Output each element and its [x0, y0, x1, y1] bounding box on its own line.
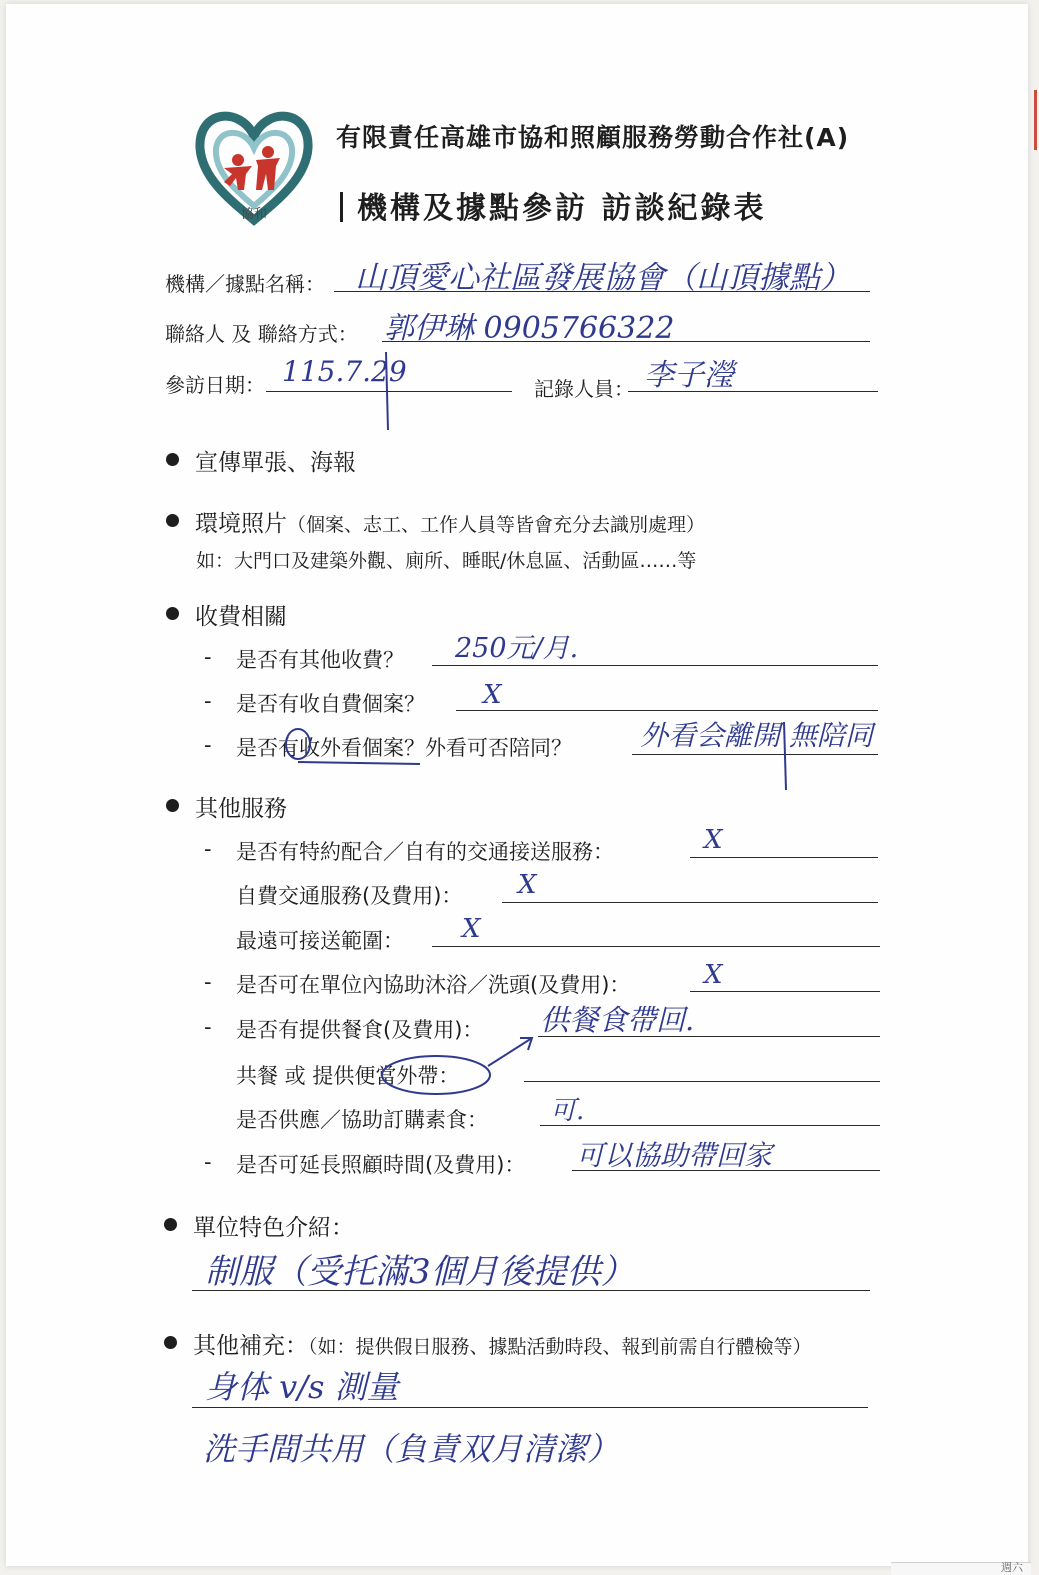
section-supplement-title: 其他補充： [193, 1333, 308, 1359]
svc-line-3a [524, 1081, 880, 1082]
logo-text: 協和 [240, 207, 268, 222]
svc-q1: 是否有特約配合／自有的交通接送服務： [236, 840, 614, 864]
svc-q1a: 自費交通服務(及費用)： [236, 884, 463, 908]
section-photos-note: （個案、志工、工作人員等皆會充分去識別處理） [287, 514, 706, 536]
bullet-supplement [164, 1336, 177, 1349]
svc-line-1 [690, 857, 878, 858]
bullet-services [166, 799, 179, 812]
fee-line-2 [456, 710, 878, 711]
section-photos-title: 環境照片 [195, 511, 287, 537]
svc-a3b[interactable]: 可. [550, 1096, 585, 1126]
form-title [340, 183, 766, 227]
corner-text: 週六 [1001, 1561, 1023, 1574]
features-value[interactable]: 制服（受托滿3個月後提供） [205, 1252, 635, 1292]
fee-a2[interactable]: X [483, 680, 502, 710]
bullet-flyer [166, 453, 179, 466]
dash: - [204, 1015, 212, 1039]
contact-value[interactable]: 郭伊琳 0905766322 [384, 311, 675, 346]
date-line [266, 391, 512, 392]
org-name: 有限責任高雄市協和照顧服務勞動合作社(A) [336, 123, 850, 152]
fee-q2: 是否有收自費個案？ [236, 692, 425, 716]
section-other-services: 其他服務 [195, 796, 287, 822]
svc-line-1a [502, 902, 878, 903]
section-features: 單位特色介紹： [193, 1215, 354, 1241]
svc-a2[interactable]: X [704, 960, 723, 990]
date-value[interactable]: 115.7.29 [282, 355, 407, 388]
svc-q4: 是否可延長照顧時間(及費用)： [236, 1153, 526, 1177]
fee-q3: 是否有收外看個案？外看可否陪同？ [236, 736, 572, 760]
section-flyer: 宣傳單張、海報 [195, 450, 356, 476]
bullet-fees [166, 607, 179, 620]
dash: - [204, 689, 212, 713]
date-label: 參訪日期： [165, 373, 265, 397]
section-photos [195, 505, 705, 538]
section-supplement-note: （如：提供假日服務、據點活動時段、報到前需自行體檢等） [308, 1336, 812, 1358]
dash: - [204, 1150, 212, 1174]
svc-a1[interactable]: X [704, 825, 723, 855]
dash: - [204, 645, 212, 669]
name-label: 機構／據點名稱： [165, 272, 325, 296]
title-bar [340, 192, 343, 222]
svc-q1b: 最遠可接送範圍： [236, 929, 404, 953]
svc-a3[interactable]: 供餐食帶回. [540, 1003, 695, 1037]
svc-a4[interactable]: 可以協助帶回家 [576, 1139, 773, 1172]
edge-mark [1034, 90, 1037, 150]
svc-q3b: 是否供應／協助訂購素食： [236, 1108, 488, 1132]
dash: - [204, 970, 212, 994]
section-supplement [193, 1327, 812, 1360]
dash: - [204, 733, 212, 757]
dash: - [204, 837, 212, 861]
corner-paper-scrap [891, 1562, 1031, 1575]
svc-line-2 [690, 991, 880, 992]
svc-line-1b [432, 946, 880, 947]
logo [194, 104, 314, 226]
form-title-text: 機構及據點參訪 訪談紀錄表 [357, 191, 767, 226]
svc-q3: 是否有提供餐食(及費用)： [236, 1018, 484, 1042]
supplement-value-1[interactable]: 身体 v/s 測量 [205, 1368, 399, 1406]
svc-line-3b [540, 1125, 880, 1126]
section-fees: 收費相關 [195, 604, 287, 630]
contact-label: 聯絡人 及 聯絡方式： [165, 322, 358, 346]
recorder-value[interactable]: 李子瀅 [644, 358, 734, 393]
fee-line-1 [432, 665, 878, 666]
fee-a1[interactable]: 250元/月. [455, 633, 579, 664]
svc-a1a[interactable]: X [518, 870, 537, 900]
svc-a1b[interactable]: X [462, 914, 481, 944]
svc-q3a: 共餐 或 提供便當外帶： [236, 1064, 460, 1088]
svc-q2: 是否可在單位內協助沐浴／洗頭(及費用)： [236, 973, 631, 997]
fee-line-3 [632, 754, 878, 755]
fee-a3[interactable]: 外看会離開 無陪同 [640, 719, 873, 752]
bullet-features [164, 1218, 177, 1231]
fee-q1: 是否有其他收費？ [236, 648, 404, 672]
supplement-value-2[interactable]: 洗手間共用（負責双月清潔） [203, 1430, 620, 1468]
photos-example: 如：大門口及建築外觀、廁所、睡眠/休息區、活動區……等 [196, 550, 697, 572]
recorder-label: 記錄人員： [534, 377, 634, 401]
bullet-photos [166, 514, 179, 527]
name-value[interactable]: 山頂愛心社區發展協會（山頂據點） [355, 260, 851, 296]
